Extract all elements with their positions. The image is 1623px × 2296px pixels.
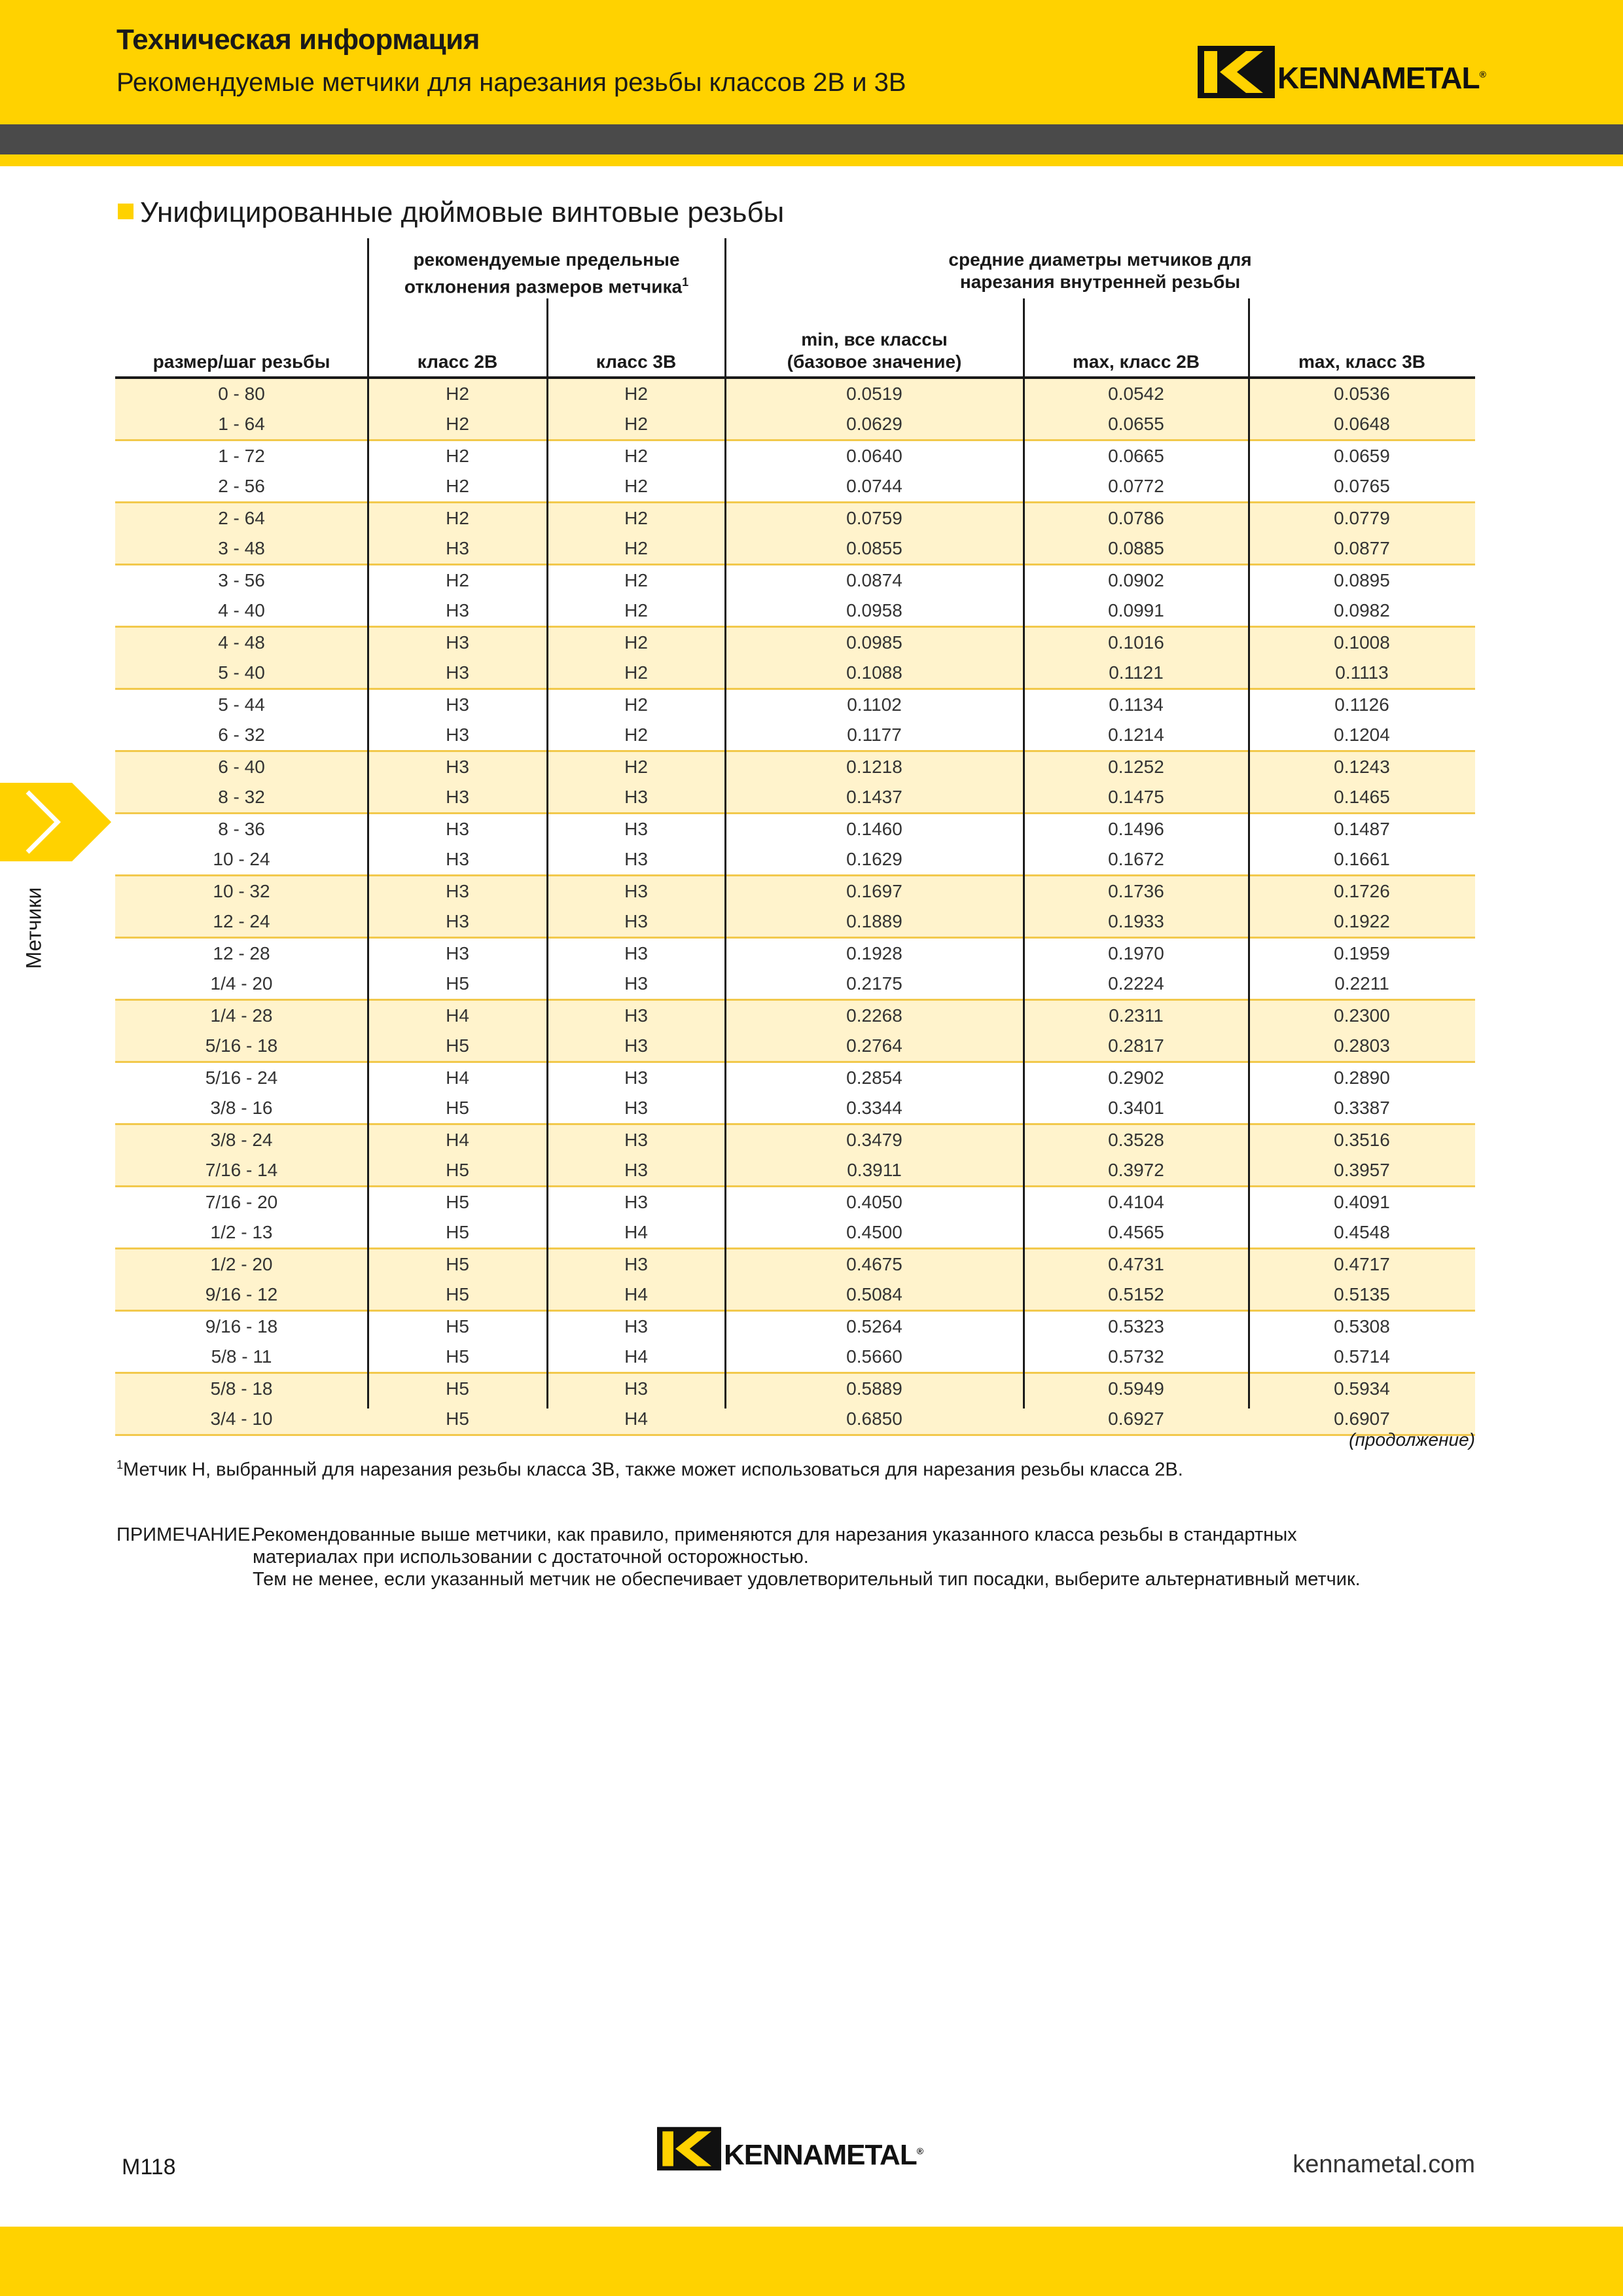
cell-size: 5 - 44 (218, 694, 265, 715)
cell-max2b: 0.2224 (1108, 973, 1164, 994)
cell-class3b: H2 (624, 538, 648, 558)
cell-max2b: 0.1496 (1108, 819, 1164, 839)
cell-max3b: 0.0536 (1334, 384, 1390, 404)
cell-min: 0.3911 (847, 1160, 902, 1180)
kennametal-k-icon (1198, 46, 1275, 98)
cell-class2b: H4 (446, 1130, 469, 1150)
cell-max3b: 0.1487 (1334, 819, 1390, 839)
column-divider (546, 379, 548, 1408)
cell-min: 0.5660 (846, 1346, 902, 1367)
table-row (115, 1342, 1475, 1372)
cell-max2b: 0.1475 (1108, 787, 1164, 807)
cell-max3b: 0.4091 (1334, 1192, 1390, 1212)
table-row (115, 782, 1475, 812)
cell-size: 3/8 - 16 (210, 1098, 273, 1118)
cell-size: 6 - 32 (218, 725, 265, 745)
section-bullet-icon (118, 204, 134, 219)
cell-min: 0.1177 (847, 725, 902, 745)
cell-max2b: 0.3401 (1108, 1098, 1164, 1118)
cell-class3b: H2 (624, 508, 648, 528)
cell-max2b: 0.5152 (1108, 1284, 1164, 1304)
table-row (115, 503, 1475, 533)
cell-min: 0.0958 (846, 600, 902, 620)
table-row (115, 565, 1475, 596)
header-divider (1023, 298, 1025, 378)
cell-min: 0.5889 (846, 1378, 902, 1399)
cell-max2b: 0.0885 (1108, 538, 1164, 558)
cell-min: 0.6850 (846, 1408, 902, 1429)
cell-class3b: H2 (624, 446, 648, 466)
cell-class3b: H3 (624, 1192, 648, 1212)
table-row (115, 1093, 1475, 1123)
header-divider (1248, 298, 1250, 378)
cell-class2b: H3 (446, 881, 469, 901)
cell-max3b: 0.1465 (1334, 787, 1390, 807)
cell-class2b: H2 (446, 570, 469, 590)
table-row (115, 1312, 1475, 1342)
cell-max3b: 0.4548 (1334, 1222, 1390, 1242)
cell-size: 12 - 28 (213, 943, 270, 963)
cell-max2b: 0.5949 (1108, 1378, 1164, 1399)
header-dark-stripe (0, 124, 1623, 154)
cell-class2b: H3 (446, 787, 469, 807)
logo-wordmark: KENNAMETAL® (724, 2139, 923, 2171)
table-row (115, 1155, 1475, 1185)
cell-max3b: 0.2890 (1334, 1067, 1390, 1088)
cell-class3b: H3 (624, 1130, 648, 1150)
logo-wordmark: KENNAMETAL® (1277, 61, 1486, 95)
cell-max3b: 0.0895 (1334, 570, 1390, 590)
table-row (115, 1001, 1475, 1031)
table-row (115, 1374, 1475, 1404)
cell-max3b: 0.3516 (1334, 1130, 1390, 1150)
cell-max2b: 0.1933 (1108, 911, 1164, 931)
cell-min: 0.5084 (846, 1284, 902, 1304)
table-row (115, 409, 1475, 439)
cell-max3b: 0.5135 (1334, 1284, 1390, 1304)
cell-class2b: H5 (446, 1408, 469, 1429)
cell-class2b: H5 (446, 1098, 469, 1118)
cell-class2b: H3 (446, 849, 469, 869)
cell-class2b: H5 (446, 1284, 469, 1304)
table-row (115, 1217, 1475, 1247)
cell-min: 0.0519 (846, 384, 902, 404)
cell-class2b: H3 (446, 943, 469, 963)
cell-class2b: H3 (446, 757, 469, 777)
column-divider (1023, 379, 1025, 1408)
cell-max3b: 0.2803 (1334, 1035, 1390, 1056)
cell-size: 1/2 - 20 (210, 1254, 273, 1274)
cell-class3b: H2 (624, 694, 648, 715)
table-row (115, 690, 1475, 720)
tolerance-group-header: рекомендуемые предельные отклонения размеров метчика$^1$ (404, 249, 689, 297)
cell-max3b: 0.1243 (1334, 757, 1390, 777)
cell-min: 0.1088 (846, 662, 902, 683)
cell-class2b: H2 (446, 384, 469, 404)
cell-size: 3/4 - 10 (210, 1408, 273, 1429)
table-row-group (115, 1125, 1475, 1187)
cell-max3b: 0.0779 (1334, 508, 1390, 528)
cell-max2b: 0.1970 (1108, 943, 1164, 963)
page-number: M118 (122, 2155, 176, 2179)
table-row (115, 533, 1475, 564)
cell-size: 8 - 36 (218, 819, 265, 839)
cell-max3b: 0.1204 (1334, 725, 1390, 745)
table-row (115, 658, 1475, 688)
kennametal-logo (1198, 46, 1486, 98)
cell-max2b: 0.3528 (1108, 1130, 1164, 1150)
cell-max3b: 0.0765 (1334, 476, 1390, 496)
cell-class3b: H4 (624, 1408, 648, 1429)
cell-max3b: 0.1008 (1334, 632, 1390, 653)
cell-class3b: H2 (624, 384, 648, 404)
table-row (115, 876, 1475, 906)
cell-max3b: 0.2211 (1334, 973, 1389, 994)
table-row-group (115, 565, 1475, 628)
table-row-group (115, 752, 1475, 814)
cell-class3b: H3 (624, 911, 648, 931)
cell-class3b: H2 (624, 757, 648, 777)
header-yellow-stripe (0, 154, 1623, 166)
cell-min: 0.0874 (846, 570, 902, 590)
table-row (115, 1280, 1475, 1310)
cell-class2b: H5 (446, 1160, 469, 1180)
cell-max3b: 0.3957 (1334, 1160, 1390, 1180)
table-row (115, 752, 1475, 782)
cell-class3b: H2 (624, 600, 648, 620)
cell-max2b: 0.1672 (1108, 849, 1164, 869)
table-row (115, 1249, 1475, 1280)
cell-class3b: H4 (624, 1284, 648, 1304)
table-row-group (115, 939, 1475, 1001)
cell-max2b: 0.1121 (1109, 662, 1164, 683)
table-row (115, 969, 1475, 999)
cell-max3b: 0.1959 (1334, 943, 1390, 963)
cell-class3b: H3 (624, 1378, 648, 1399)
cell-max2b: 0.4565 (1108, 1222, 1164, 1242)
table-header (115, 236, 1475, 378)
table-row (115, 906, 1475, 937)
cell-max3b: 0.5308 (1334, 1316, 1390, 1336)
cell-max3b: 0.6907 (1334, 1408, 1390, 1429)
cell-class2b: H5 (446, 1378, 469, 1399)
cell-class3b: H2 (624, 662, 648, 683)
cell-size: 5 - 40 (218, 662, 265, 683)
cell-max2b: 0.4104 (1108, 1192, 1164, 1212)
cell-class3b: H3 (624, 1098, 648, 1118)
cell-max2b: 0.0786 (1108, 508, 1164, 528)
cell-size: 10 - 32 (213, 881, 270, 901)
cell-size: 3/8 - 24 (210, 1130, 273, 1150)
cell-class3b: H2 (624, 632, 648, 653)
cell-size: 3 - 56 (218, 570, 265, 590)
table-row (115, 1063, 1475, 1093)
cell-size: 4 - 40 (218, 600, 265, 620)
table-row (115, 1125, 1475, 1155)
cell-min: 0.0759 (846, 508, 902, 528)
column-divider (1248, 379, 1250, 1408)
cell-class2b: H2 (446, 508, 469, 528)
cell-max2b: 0.6927 (1108, 1408, 1164, 1429)
section-title: Унифицированные дюймовые винтовые резьбы (140, 196, 785, 228)
cell-size: 12 - 24 (213, 911, 270, 931)
cell-class2b: H5 (446, 1316, 469, 1336)
header-divider (546, 298, 548, 378)
table-row-group (115, 1249, 1475, 1312)
col-header-min: min, все классы (базовое значение) (787, 329, 962, 372)
cell-class2b: H5 (446, 973, 469, 994)
cell-size: 1 - 72 (218, 446, 265, 466)
table-row (115, 628, 1475, 658)
website-link[interactable]: kennametal.com (1293, 2151, 1475, 2178)
table-row-group (115, 690, 1475, 752)
cell-max3b: 0.1922 (1334, 911, 1390, 931)
table-row-group (115, 1374, 1475, 1436)
cell-min: 0.0985 (846, 632, 902, 653)
cell-min: 0.0629 (846, 414, 902, 434)
cell-size: 5/8 - 11 (211, 1346, 272, 1367)
cell-class2b: H5 (446, 1222, 469, 1242)
cell-class2b: H5 (446, 1346, 469, 1367)
cell-class3b: H2 (624, 570, 648, 590)
cell-min: 0.4050 (846, 1192, 902, 1212)
header-divider (367, 238, 369, 378)
cell-max3b: 0.5934 (1334, 1378, 1390, 1399)
cell-min: 0.2764 (846, 1035, 902, 1056)
cell-min: 0.4500 (846, 1222, 902, 1242)
cell-max2b: 0.0902 (1108, 570, 1164, 590)
cell-class2b: H2 (446, 476, 469, 496)
cell-class2b: H3 (446, 538, 469, 558)
table-row (115, 939, 1475, 969)
cell-max3b: 0.1661 (1334, 849, 1390, 869)
cell-min: 0.2175 (846, 973, 902, 994)
table-row-group (115, 1312, 1475, 1374)
table-row (115, 471, 1475, 501)
cell-size: 6 - 40 (218, 757, 265, 777)
cell-size: 7/16 - 14 (205, 1160, 278, 1180)
cell-class3b: H3 (624, 849, 648, 869)
cell-class3b: H3 (624, 943, 648, 963)
cell-max2b: 0.2902 (1108, 1067, 1164, 1088)
cell-size: 7/16 - 20 (205, 1192, 278, 1212)
cell-max3b: 0.1113 (1335, 662, 1389, 683)
table-row (115, 441, 1475, 471)
footnote: $^1$Метчик H, выбранный для нарезания резьбы класса 3B, также может использоваться для нарезания резьбы класса 2B. (116, 1458, 1183, 1480)
cell-min: 0.1460 (846, 819, 902, 839)
cell-min: 0.3479 (846, 1130, 902, 1150)
table-row-group (115, 379, 1475, 441)
cell-max2b: 0.3972 (1108, 1160, 1164, 1180)
cell-min: 0.3344 (846, 1098, 902, 1118)
cell-size: 10 - 24 (213, 849, 270, 869)
cell-max2b: 0.4731 (1108, 1254, 1164, 1274)
footer-kennametal-logo (657, 2123, 923, 2174)
cell-max3b: 0.0659 (1334, 446, 1390, 466)
header-divider (724, 238, 726, 378)
table-row-group (115, 814, 1475, 876)
cell-class3b: H3 (624, 1254, 648, 1274)
cell-class2b: H3 (446, 819, 469, 839)
cell-size: 9/16 - 12 (205, 1284, 278, 1304)
table-row (115, 1031, 1475, 1061)
cell-min: 0.5264 (846, 1316, 902, 1336)
cell-max2b: 0.0542 (1108, 384, 1164, 404)
cell-min: 0.1218 (846, 757, 902, 777)
table-row (115, 379, 1475, 409)
cell-size: 8 - 32 (218, 787, 265, 807)
table-row (115, 844, 1475, 874)
cell-class3b: H3 (624, 1316, 648, 1336)
cell-min: 0.2854 (846, 1067, 902, 1088)
cell-class2b: H4 (446, 1005, 469, 1026)
cell-class3b: H4 (624, 1222, 648, 1242)
table-row (115, 1404, 1475, 1434)
cell-size: 1/4 - 20 (210, 973, 273, 994)
table-row (115, 596, 1475, 626)
thread-table-body (115, 379, 1475, 1436)
table-row (115, 720, 1475, 750)
cell-class2b: H4 (446, 1067, 469, 1088)
cell-min: 0.1928 (846, 943, 902, 963)
cell-min: 0.1437 (846, 787, 902, 807)
cell-max3b: 0.3387 (1334, 1098, 1390, 1118)
table-row-group (115, 628, 1475, 690)
cell-min: 0.0640 (846, 446, 902, 466)
cell-min: 0.2268 (846, 1005, 902, 1026)
cell-class2b: H3 (446, 662, 469, 683)
cell-class2b: H3 (446, 694, 469, 715)
column-divider (367, 379, 369, 1408)
cell-class2b: H3 (446, 632, 469, 653)
cell-max2b: 0.0772 (1108, 476, 1164, 496)
continued-label: (продолжение) (1349, 1429, 1475, 1450)
cell-class2b: H3 (446, 911, 469, 931)
cell-size: 1/4 - 28 (210, 1005, 273, 1026)
cell-max2b: 0.1214 (1108, 725, 1164, 745)
cell-class2b: H3 (446, 725, 469, 745)
cell-class3b: H3 (624, 1160, 648, 1180)
cell-max3b: 0.0982 (1334, 600, 1390, 620)
table-row-group (115, 1001, 1475, 1063)
header-subtitle: Рекомендуемые метчики для нарезания резьбы классов 2B и 3B (116, 68, 906, 97)
cell-max3b: 0.1126 (1334, 694, 1389, 715)
cell-class3b: H4 (624, 1346, 648, 1367)
cell-class2b: H5 (446, 1192, 469, 1212)
col-header-size: размер/шаг резьбы (152, 351, 330, 372)
cell-size: 3 - 48 (218, 538, 265, 558)
kennametal-k-icon (657, 2123, 721, 2174)
table-row (115, 814, 1475, 844)
cell-class3b: H3 (624, 1067, 648, 1088)
cell-size: 1/2 - 13 (210, 1222, 273, 1242)
cell-size: 5/16 - 24 (205, 1067, 278, 1088)
col-header-class2b: класс 2B (417, 351, 498, 372)
header-title: Техническая информация (116, 24, 480, 56)
column-divider (724, 379, 726, 1408)
cell-max2b: 0.5323 (1108, 1316, 1164, 1336)
cell-max2b: 0.0655 (1108, 414, 1164, 434)
cell-size: 4 - 48 (218, 632, 265, 653)
cell-max3b: 0.1726 (1334, 881, 1390, 901)
cell-size: 0 - 80 (218, 384, 265, 404)
cell-min: 0.1102 (847, 694, 902, 715)
cell-size: 2 - 56 (218, 476, 265, 496)
table-row-group (115, 441, 1475, 503)
cell-class3b: H2 (624, 476, 648, 496)
cell-max2b: 0.1252 (1108, 757, 1164, 777)
cell-size: 9/16 - 18 (205, 1316, 278, 1336)
cell-max3b: 0.5714 (1334, 1346, 1390, 1367)
cell-class3b: H3 (624, 819, 648, 839)
side-tab-label: Метчики (22, 887, 46, 969)
cell-max3b: 0.4717 (1334, 1254, 1390, 1274)
table-row-group (115, 876, 1475, 939)
cell-class2b: H2 (446, 414, 469, 434)
side-tab-chevron-icon (0, 783, 111, 861)
cell-class3b: H3 (624, 787, 648, 807)
col-header-class3b: класс 3B (596, 351, 677, 372)
cell-max2b: 0.5732 (1108, 1346, 1164, 1367)
cell-class2b: H5 (446, 1254, 469, 1274)
cell-max2b: 0.1736 (1108, 881, 1164, 901)
diameter-group-header: средние диаметры метчиков для нарезания внутренней резьбы (948, 249, 1252, 292)
cell-class3b: H3 (624, 973, 648, 994)
cell-max2b: 0.0665 (1108, 446, 1164, 466)
cell-max2b: 0.1016 (1108, 632, 1164, 653)
cell-max3b: 0.0648 (1334, 414, 1390, 434)
cell-class3b: H2 (624, 725, 648, 745)
footer-band (0, 2227, 1623, 2296)
col-header-max3b: max, класс 3B (1298, 351, 1426, 372)
cell-size: 1 - 64 (218, 414, 265, 434)
cell-max3b: 0.2300 (1334, 1005, 1390, 1026)
cell-min: 0.1697 (846, 881, 902, 901)
cell-class2b: H3 (446, 600, 469, 620)
cell-max2b: 0.2817 (1108, 1035, 1164, 1056)
cell-size: 5/8 - 18 (210, 1378, 273, 1399)
cell-max2b: 0.2311 (1109, 1005, 1164, 1026)
note-label: ПРИМЕЧАНИЕ. (116, 1524, 256, 1545)
cell-max2b: 0.1134 (1109, 694, 1164, 715)
table-row (115, 1187, 1475, 1217)
col-header-max2b: max, класс 2B (1072, 351, 1200, 372)
table-row-group (115, 1063, 1475, 1125)
cell-class2b: H2 (446, 446, 469, 466)
cell-class3b: H3 (624, 1035, 648, 1056)
cell-min: 0.0744 (846, 476, 902, 496)
cell-class3b: H3 (624, 1005, 648, 1026)
cell-min: 0.1889 (846, 911, 902, 931)
note-body: Рекомендованные выше метчики, как правило, применяются для нарезания указанного класса резьбы в стандартных материалах при использовании с достаточной осторожностью. Тем не менее, если указанный метчик не обеспечивает удовлетворительный тип посадки, выберите альтернативный метчик. (253, 1524, 1361, 1590)
table-row-group (115, 503, 1475, 565)
table-row-group (115, 1187, 1475, 1249)
cell-min: 0.1629 (846, 849, 902, 869)
cell-class2b: H5 (446, 1035, 469, 1056)
cell-size: 2 - 64 (218, 508, 265, 528)
cell-min: 0.4675 (846, 1254, 902, 1274)
cell-size: 5/16 - 18 (205, 1035, 278, 1056)
cell-max3b: 0.0877 (1334, 538, 1390, 558)
cell-min: 0.0855 (846, 538, 902, 558)
cell-class3b: H2 (624, 414, 648, 434)
cell-max2b: 0.0991 (1108, 600, 1164, 620)
cell-class3b: H3 (624, 881, 648, 901)
